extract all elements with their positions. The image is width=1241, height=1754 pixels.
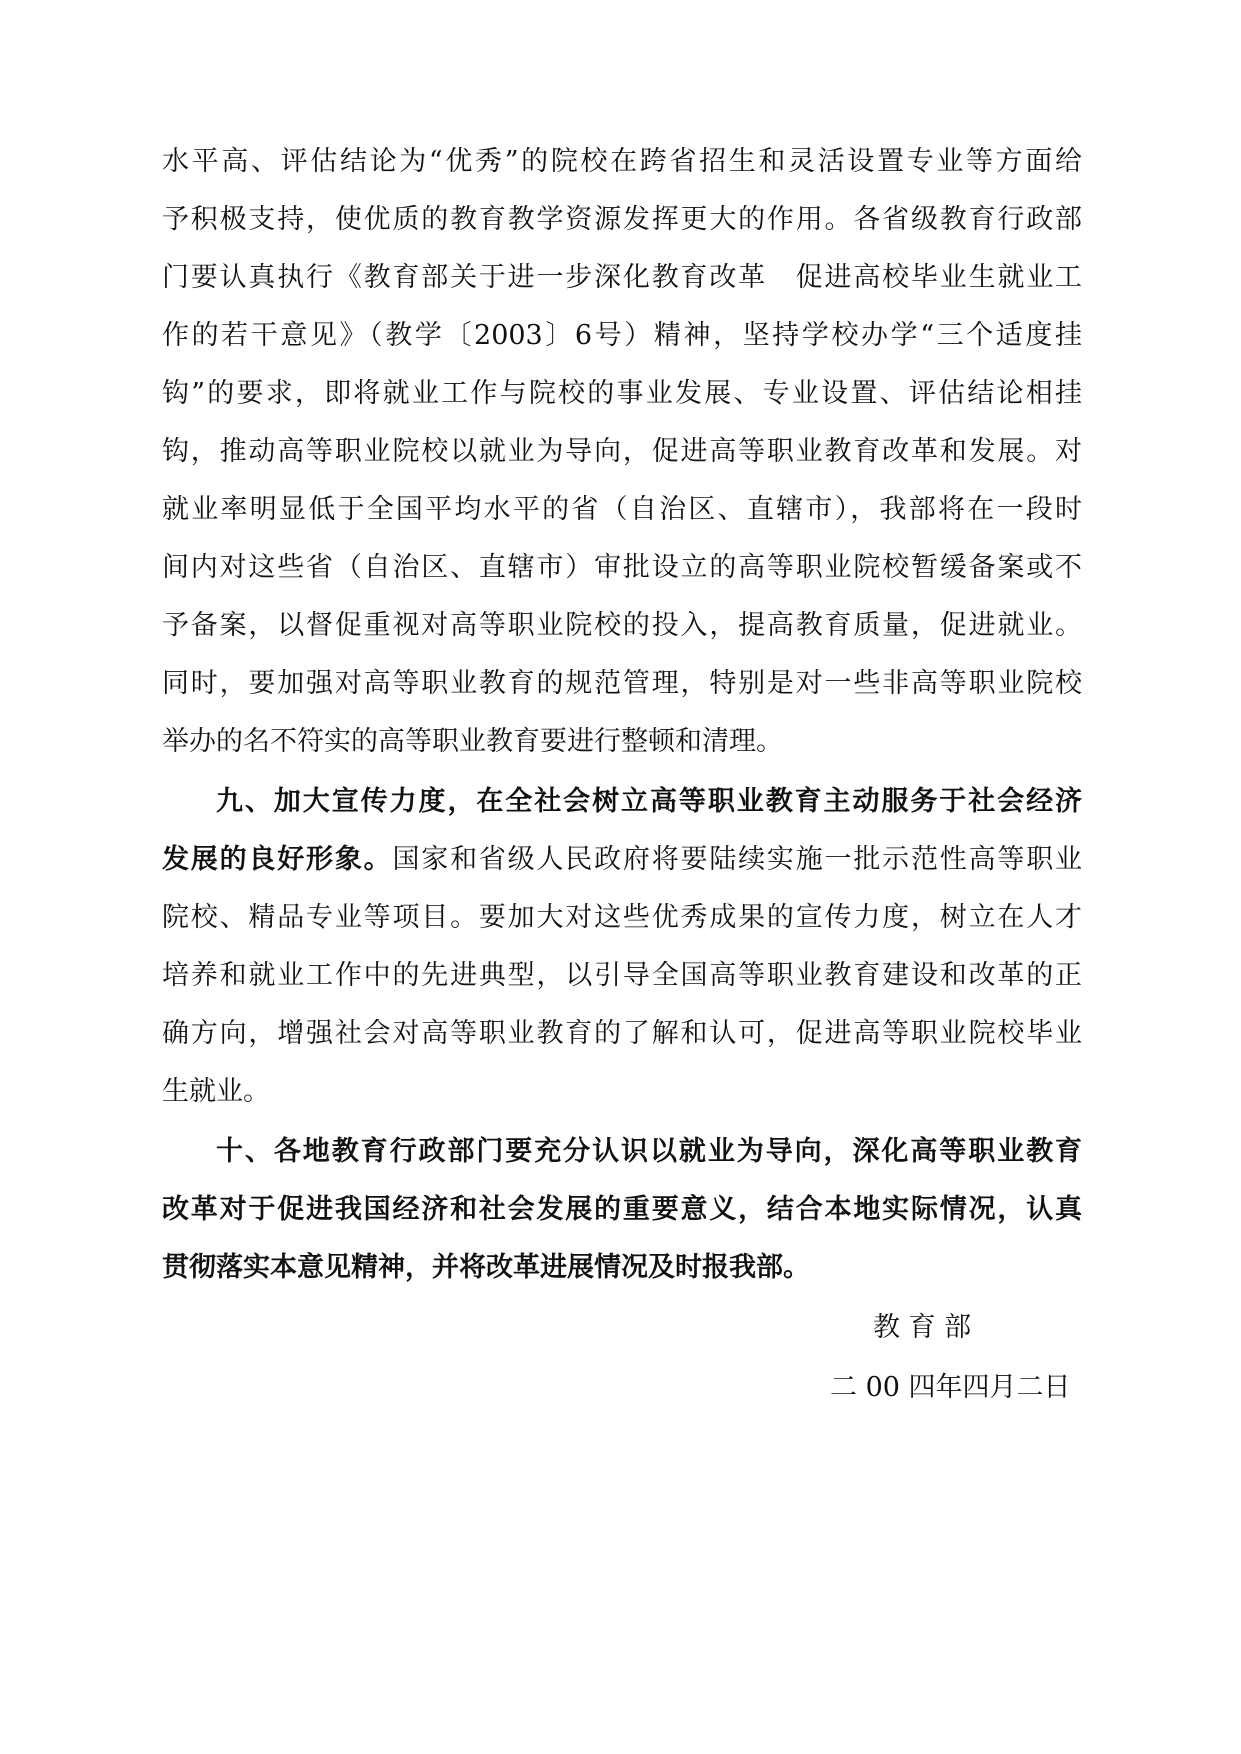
paragraph-line: 予积极支持，使优质的教育教学资源发挥更大的作用。各省级教育行政部 xyxy=(162,204,1082,235)
paragraph-line: 间内对这些省（自治区、直辖市）审批设立的高等职业院校暂缓备案或不 xyxy=(162,552,1082,583)
section-9-line xyxy=(162,838,1082,882)
paragraph-line: 门要认真执行《教育部关于进一步深化教育改革 促进高校毕业生就业工 xyxy=(162,262,1082,293)
paragraph-line: 钩”的要求，即将就业工作与院校的事业发展、专业设置、评估结论相挂 xyxy=(162,378,1082,409)
section-9-line: 院校、精品专业等项目。要加大对这些优秀成果的宣传力度，树立在人才 xyxy=(162,902,1082,933)
section-10-line: 改革对于促进我国经济和社会发展的重要意义，结合本地实际情况，认真 xyxy=(162,1194,1082,1225)
paragraph-line: 钩，推动高等职业院校以就业为导向，促进高等职业教育改革和发展。对 xyxy=(162,436,1082,467)
section-10-line: 贯彻落实本意见精神，并将改革进展情况及时报我部。 xyxy=(162,1252,810,1283)
signature-org: 教 育 部 xyxy=(873,1312,972,1343)
paragraph-line: 予备案，以督促重视对高等职业院校的投入，提高教育质量，促进就业。 xyxy=(162,610,1082,641)
section-9-text: 国家和省级人民政府将要陆续实施一批示范性高等职业 xyxy=(392,844,1082,875)
paragraph-line: 就业率明显低于全国平均水平的省（自治区、直辖市），我部将在一段时 xyxy=(162,494,1082,525)
section-10-heading: 十、各地教育行政部门要充分认识以就业为导向，深化高等职业教育 xyxy=(216,1136,1082,1167)
section-9-line: 培养和就业工作中的先进典型，以引导全国高等职业教育建设和改革的正 xyxy=(162,960,1082,991)
signature-date: 二 00 四年四月二日 xyxy=(830,1372,1071,1403)
section-9-heading-end: 发展的良好形象。 xyxy=(162,844,393,875)
section-9-heading: 九、加大宣传力度，在全社会树立高等职业教育主动服务于社会经济 xyxy=(216,786,1082,817)
section-9-line: 生就业。 xyxy=(162,1076,270,1107)
section-9-line: 确方向，增强社会对高等职业教育的了解和认可，促进高等职业院校毕业 xyxy=(162,1018,1082,1049)
paragraph-line: 水平高、评估结论为“优秀”的院校在跨省招生和灵活设置专业等方面给 xyxy=(162,146,1082,177)
paragraph-line: 同时，要加强对高等职业教育的规范管理，特别是对一些非高等职业院校 xyxy=(162,668,1082,699)
paragraph-line: 举办的名不符实的高等职业教育要进行整顿和清理。 xyxy=(162,726,783,757)
paragraph-line: 作的若干意见》（教学〔2003〕6号）精神，坚持学校办学“三个适度挂 xyxy=(162,320,1082,351)
